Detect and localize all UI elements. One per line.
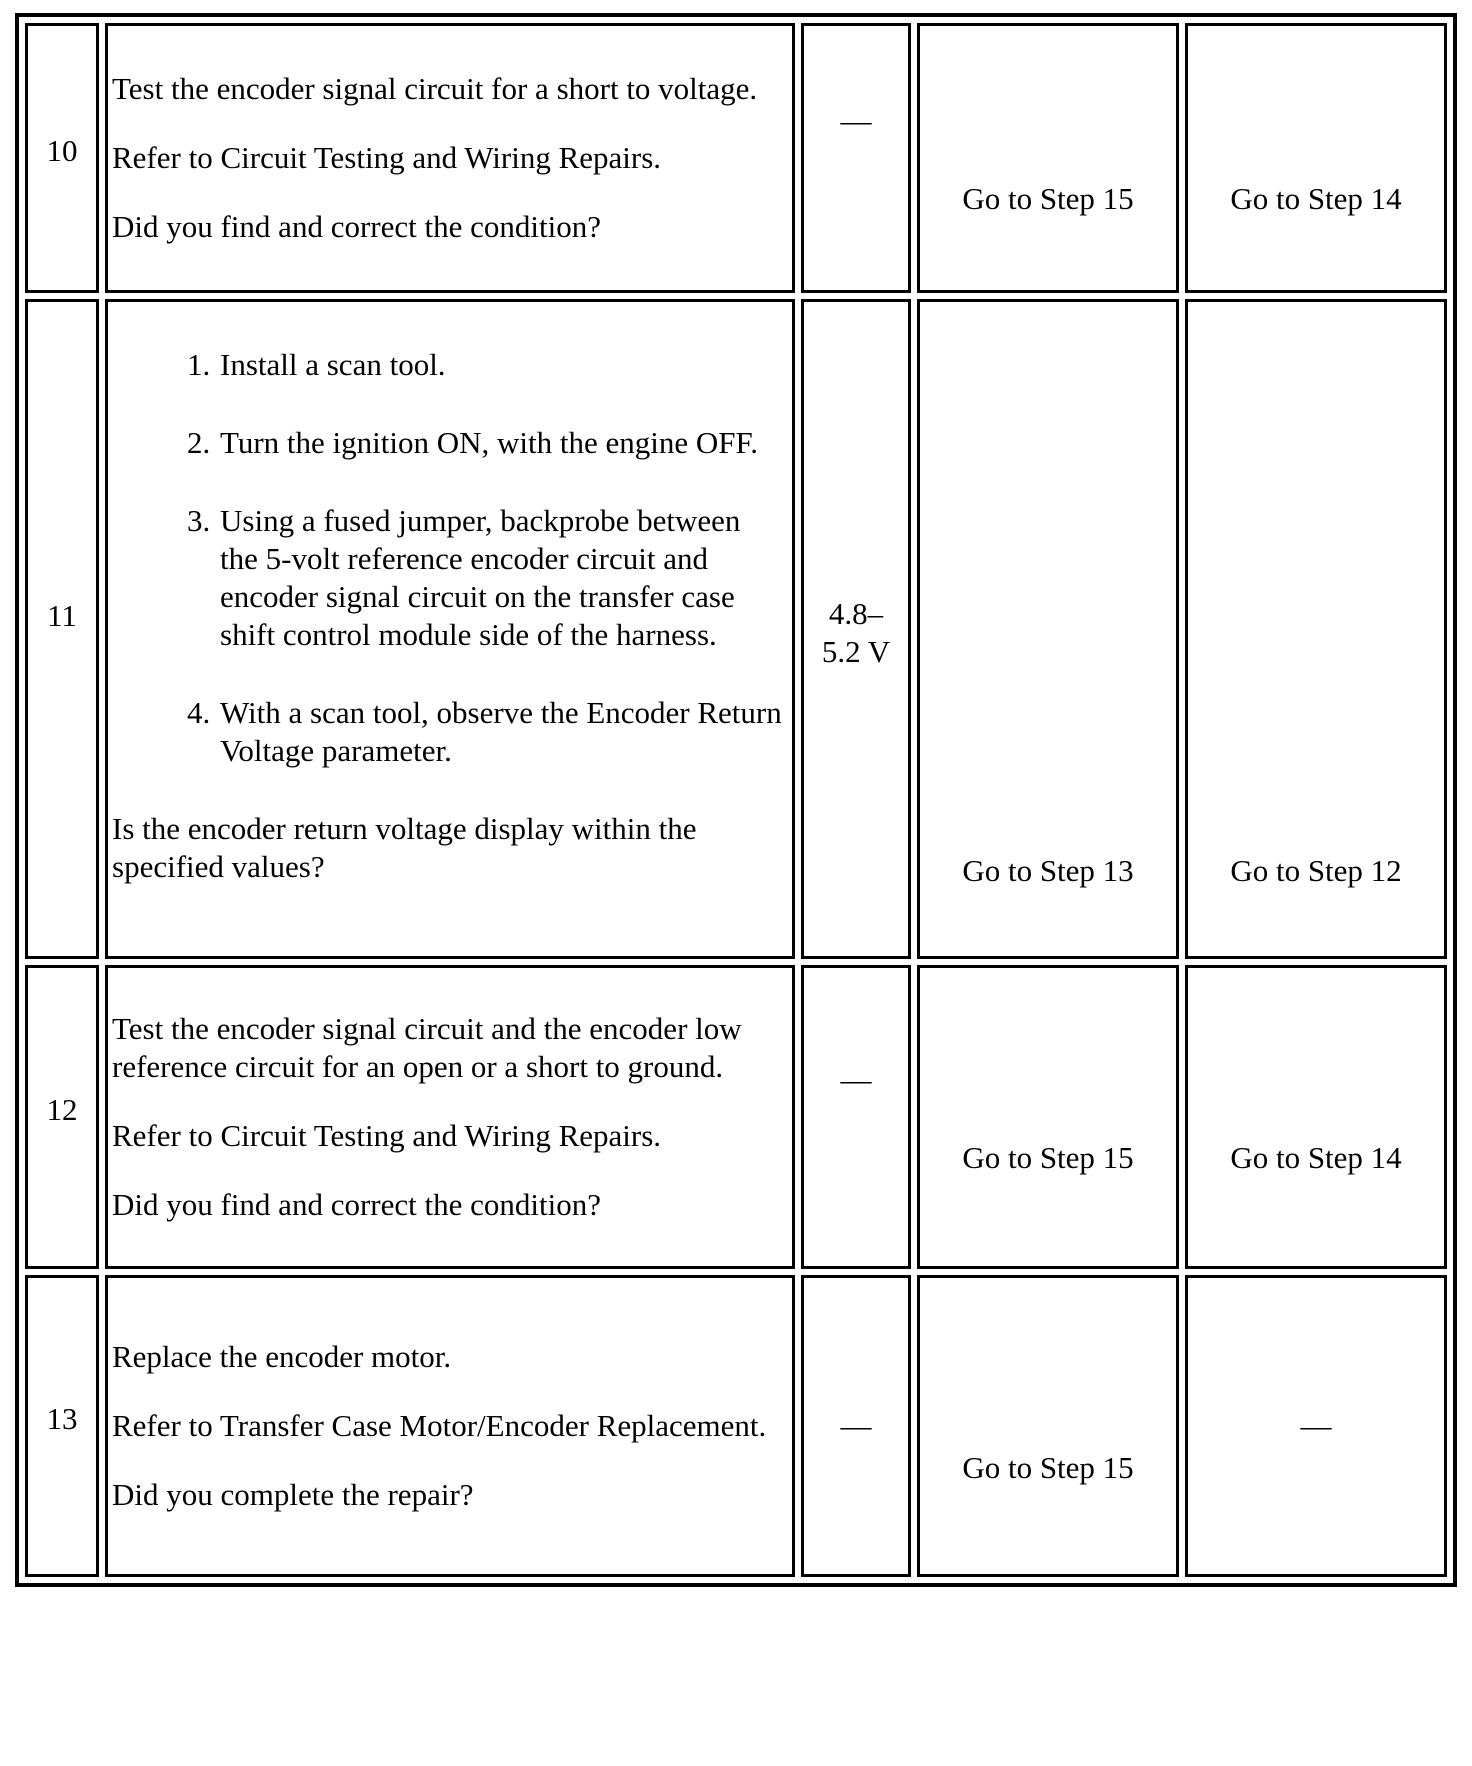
- no-cell: [1185, 1275, 1447, 1577]
- question-text: Did you find and correct the condition?: [112, 209, 601, 244]
- question-text: Did you complete the repair?: [112, 1477, 474, 1512]
- step-number: 13: [25, 1275, 99, 1577]
- value-cell: [801, 1275, 911, 1577]
- no-action: —: [1300, 1408, 1332, 1443]
- yes-action: Go to Step 15: [962, 181, 1134, 216]
- yes-cell: [917, 23, 1179, 293]
- question-text: Did you find and correct the condition?: [112, 1187, 601, 1222]
- yes-cell: [917, 1275, 1179, 1577]
- yes-cell: [917, 299, 1179, 959]
- no-cell: [1185, 299, 1447, 959]
- value-cell: [801, 299, 911, 959]
- yes-action: Go to Step 13: [962, 853, 1134, 888]
- table-row: [25, 1275, 1447, 1577]
- action-text: Replace the encoder motor.: [112, 1339, 452, 1374]
- procedure-list: [112, 346, 786, 770]
- value-cell: [801, 965, 911, 1269]
- action-cell: [105, 23, 795, 293]
- no-action: Go to Step 14: [1230, 181, 1402, 216]
- procedure-step: 4. With a scan tool, observe the Encoder Return Voltage parameter.: [218, 694, 786, 770]
- no-cell: [1185, 23, 1447, 293]
- procedure-step: 1. Install a scan tool.: [218, 346, 786, 384]
- step-number: 11: [25, 299, 99, 959]
- question-text: Is the encoder return voltage display within the specified values?: [112, 811, 697, 884]
- value-text: 5.2 V: [821, 634, 891, 669]
- reference-text: Refer to Circuit Testing and Wiring Repairs.: [112, 1118, 662, 1153]
- yes-action: Go to Step 15: [962, 1140, 1134, 1175]
- value-text: —: [840, 103, 872, 138]
- action-text: Test the encoder signal circuit and the encoder low reference circuit for an open or a short to ground.: [112, 1011, 742, 1084]
- value-text: 4.8–: [828, 596, 884, 631]
- action-cell: [105, 1275, 795, 1577]
- step-number: 10: [25, 23, 99, 293]
- action-text: Test the encoder signal circuit for a short to voltage.: [112, 71, 758, 106]
- procedure-step: 2. Turn the ignition ON, with the engine OFF.: [218, 424, 786, 462]
- no-action: Go to Step 12: [1230, 853, 1402, 888]
- no-cell: [1185, 965, 1447, 1269]
- value-text: —: [840, 1408, 872, 1443]
- action-cell: [105, 965, 795, 1269]
- yes-cell: [917, 965, 1179, 1269]
- value-cell: [801, 23, 911, 293]
- procedure-step: 3. Using a fused jumper, backprobe between the 5-volt reference encoder circuit and encoder signal circuit on the transfer case shift control module side of the harness.: [218, 502, 786, 654]
- diagnostic-table: [15, 13, 1457, 1587]
- step-number: 12: [25, 965, 99, 1269]
- yes-action: Go to Step 15: [962, 1449, 1134, 1485]
- reference-text: Refer to Transfer Case Motor/Encoder Replacement.: [112, 1408, 767, 1443]
- value-text: —: [840, 1062, 872, 1097]
- table-row: [25, 23, 1447, 293]
- reference-text: Refer to Circuit Testing and Wiring Repairs.: [112, 140, 662, 175]
- table-row: [25, 299, 1447, 959]
- no-action: Go to Step 14: [1230, 1140, 1402, 1175]
- action-cell: [105, 299, 795, 959]
- table-row: [25, 965, 1447, 1269]
